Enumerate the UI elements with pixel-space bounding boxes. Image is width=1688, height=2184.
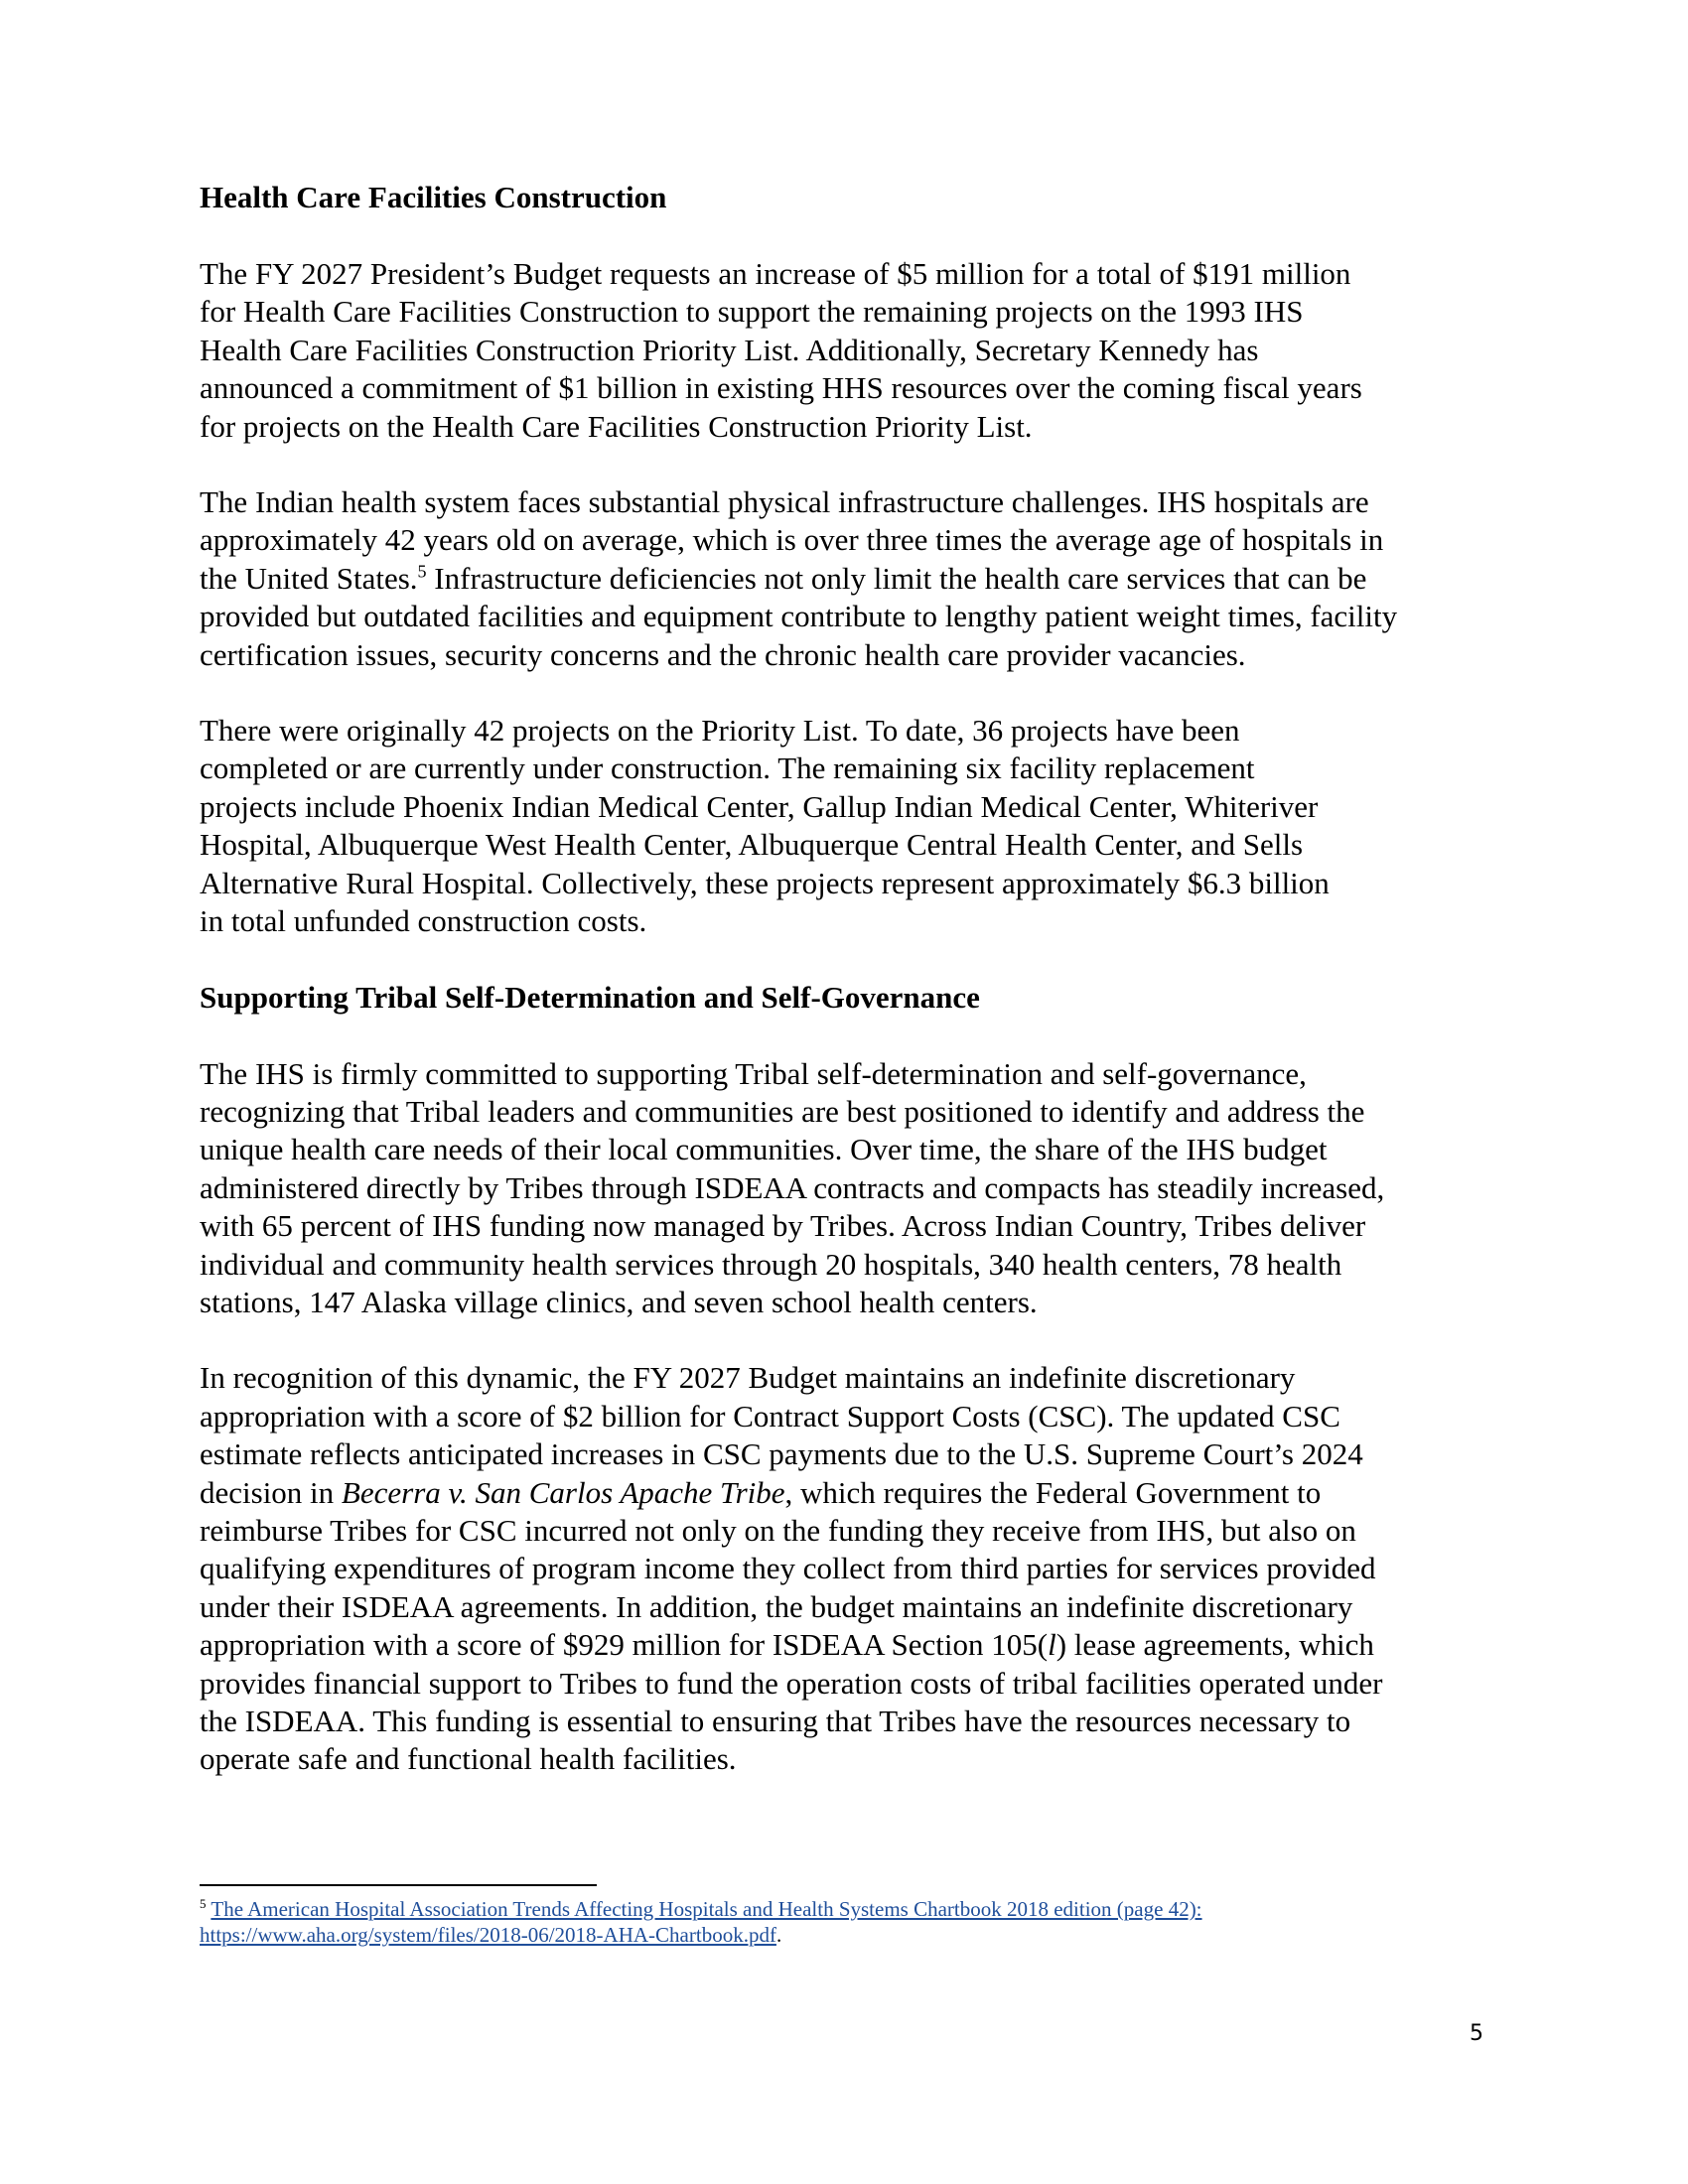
text-line: In recognition of this dynamic, the FY 2027 Budget maintains an indefinite discretionary bbox=[200, 1360, 1296, 1396]
text-line: individual and community health services through 20 hospitals, 340 health centers, 78 health bbox=[200, 1246, 1342, 1282]
text-line: announced a commitment of $1 billion in existing HHS resources over the coming fiscal years bbox=[200, 370, 1362, 406]
text-line bbox=[200, 1474, 1490, 1512]
paragraph-priority-list bbox=[200, 712, 1490, 940]
text-line: administered directly by Tribes through ISDEAA contracts and compacts has steadily increased, bbox=[200, 1169, 1385, 1205]
text-line: under their ISDEAA agreements. In addition, the budget maintains an indefinite discretionary bbox=[200, 1588, 1353, 1624]
text-line: qualifying expenditures of program income they collect from third parties for services provided bbox=[200, 1551, 1376, 1586]
text-line: the ISDEAA. This funding is essential to ensuring that Tribes have the resources necessary to bbox=[200, 1704, 1351, 1738]
text-line: stations, 147 Alaska village clinics, and seven school health centers. bbox=[200, 1284, 1038, 1319]
footnote-line bbox=[200, 1896, 1490, 1922]
paragraph-infrastructure-challenges bbox=[200, 483, 1490, 674]
footnote-link-title[interactable]: The American Hospital Association Trends Affecting Hospitals and Health Systems Chartbook 2018 edition (page 42): bbox=[211, 1897, 1202, 1921]
text-line: projects include Phoenix Indian Medical Center, Gallup Indian Medical Center, Whiteriver bbox=[200, 788, 1319, 824]
text-line: appropriation with a score of $2 billion for Contract Support Costs (CSC). The updated CSC bbox=[200, 1398, 1340, 1433]
text-line: Alternative Rural Hospital. Collectively, these projects represent approximately $6.3 billion bbox=[200, 865, 1330, 900]
text-line: for Health Care Facilities Construction to support the remaining projects on the 1993 IHS bbox=[200, 294, 1304, 330]
footnote-divider bbox=[200, 1884, 597, 1886]
text-line: provided but outdated facilities and equipment contribute to lengthy patient weight times, facility bbox=[200, 599, 1398, 634]
text-line: Health Care Facilities Construction Priority List. Additionally, Secretary Kennedy has bbox=[200, 332, 1259, 367]
text-line: certification issues, security concerns and the chronic health care provider vacancies. bbox=[200, 636, 1246, 672]
paragraph-budget-request bbox=[200, 255, 1490, 446]
text-line: estimate reflects anticipated increases in CSC payments due to the U.S. Supreme Court’s 2024 bbox=[200, 1436, 1363, 1472]
text-line: There were originally 42 projects on the Priority List. To date, 36 projects have been bbox=[200, 713, 1240, 749]
italic-letter: l bbox=[1048, 1627, 1056, 1663]
text-line: completed or are currently under construction. The remaining six facility replacement bbox=[200, 751, 1255, 786]
paragraph-contract-support-costs bbox=[200, 1359, 1490, 1778]
footnote-line bbox=[200, 1922, 1490, 1948]
text-line bbox=[200, 1626, 1490, 1664]
text-line: approximately 42 years old on average, which is over three times the average age of hospitals in bbox=[200, 522, 1384, 558]
paragraph-tribal-commitment bbox=[200, 1055, 1490, 1322]
text-line: operate safe and functional health facilities. bbox=[200, 1741, 737, 1777]
footnote-link-url[interactable]: https://www.aha.org/system/files/2018-06/2018-AHA-Chartbook.pdf bbox=[200, 1923, 776, 1947]
section-heading-facilities-construction: Health Care Facilities Construction bbox=[200, 180, 667, 214]
text-line: Hospital, Albuquerque West Health Center, Albuquerque Central Health Center, and Sells bbox=[200, 827, 1304, 863]
text-line: for projects on the Health Care Facilities Construction Priority List. bbox=[200, 408, 1033, 444]
page-body bbox=[200, 179, 1490, 1779]
footnote-number: 5 bbox=[200, 1896, 207, 1911]
text-line: The IHS is firmly committed to supporting Tribal self-determination and self-governance, bbox=[200, 1055, 1307, 1091]
case-name: Becerra v. San Carlos Apache Tribe bbox=[341, 1474, 785, 1510]
page-number: 5 bbox=[1470, 2021, 1483, 2046]
text-run: Infrastructure deficiencies not only limit the health care services that can be bbox=[426, 560, 1367, 596]
text-run: the United States. bbox=[200, 560, 418, 596]
text-line: recognizing that Tribal leaders and communities are best positioned to identify and address the bbox=[200, 1093, 1365, 1129]
footnote bbox=[200, 1896, 1490, 1948]
section-heading-self-determination: Supporting Tribal Self-Determination and Self-Governance bbox=[200, 979, 980, 1015]
text-line: with 65 percent of IHS funding now managed by Tribes. Across Indian Country, Tribes deliver bbox=[200, 1208, 1366, 1244]
text-line: in total unfunded construction costs. bbox=[200, 903, 647, 939]
text-line: reimburse Tribes for CSC incurred not only on the funding they receive from IHS, but also on bbox=[200, 1512, 1356, 1548]
text-line: The FY 2027 President’s Budget requests an increase of $5 million for a total of $191 million bbox=[200, 256, 1351, 291]
text-run: ) lease agreements, which bbox=[1055, 1627, 1374, 1663]
text-run: decision in bbox=[200, 1474, 342, 1510]
footnote-period: . bbox=[775, 1923, 782, 1947]
text-line: provides financial support to Tribes to fund the operation costs of tribal facilities operated under bbox=[200, 1665, 1383, 1701]
text-line: unique health care needs of their local communities. Over time, the share of the IHS budget bbox=[200, 1132, 1328, 1167]
footnote-reference[interactable]: 5 bbox=[417, 561, 427, 582]
text-line bbox=[200, 560, 1490, 598]
text-line: The Indian health system faces substantial physical infrastructure challenges. IHS hospitals are bbox=[200, 484, 1369, 520]
text-run: , which requires the Federal Government to bbox=[784, 1474, 1322, 1510]
text-run: appropriation with a score of $929 million for ISDEAA Section 105( bbox=[200, 1627, 1049, 1663]
